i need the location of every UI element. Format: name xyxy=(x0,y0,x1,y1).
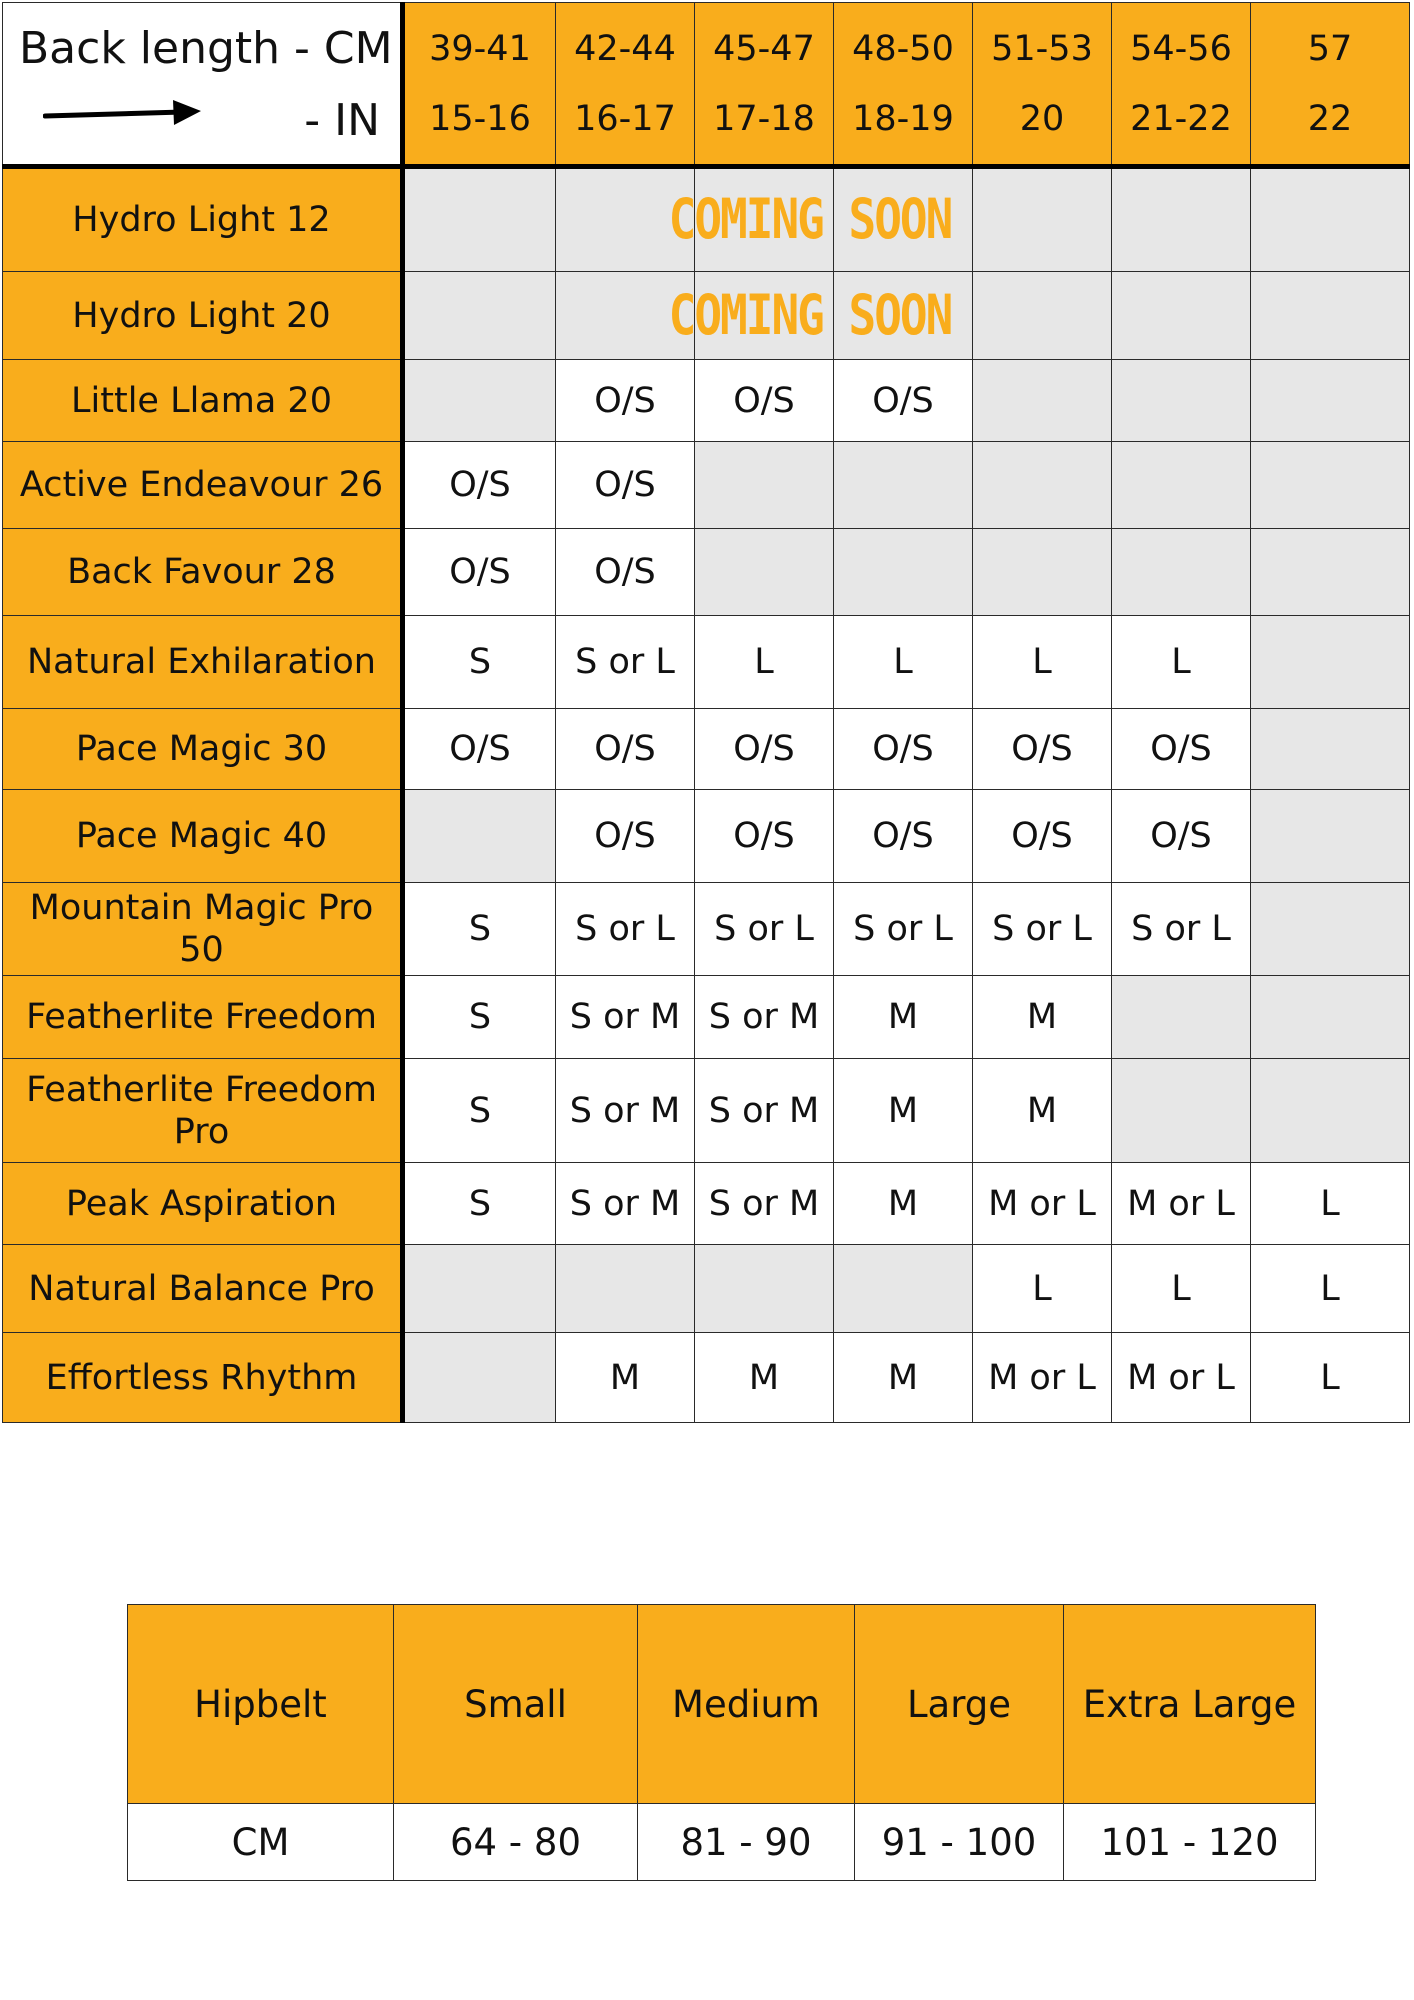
size-cell xyxy=(973,272,1112,360)
column-header-4 xyxy=(973,3,1112,167)
product-name-text: Hydro Light 12 xyxy=(72,200,331,240)
size-cell xyxy=(403,1333,556,1423)
product-name-text: Mountain Magic Pro 50 xyxy=(29,888,374,970)
column-cm: 57 xyxy=(1307,28,1353,69)
size-cell: O/S xyxy=(403,442,556,529)
size-cell: M or L xyxy=(1112,1333,1251,1423)
column-header-5 xyxy=(1112,3,1251,167)
table-row xyxy=(3,709,1410,790)
hipbelt-header-row xyxy=(128,1605,1316,1804)
hipbelt-value-cell: 91 - 100 xyxy=(855,1804,1064,1881)
column-header-0 xyxy=(403,3,556,167)
size-cell: S xyxy=(403,883,556,976)
size-cell xyxy=(1112,167,1251,272)
product-name-text: Active Endeavour 26 xyxy=(19,465,384,505)
size-cell: S or M xyxy=(556,1163,695,1245)
size-cell: O/S xyxy=(1112,709,1251,790)
size-cell: M xyxy=(834,1059,973,1163)
product-name-text: Hydro Light 20 xyxy=(72,295,331,336)
size-cell xyxy=(834,442,973,529)
size-cell: S or M xyxy=(695,1059,834,1163)
size-cell: O/S xyxy=(834,360,973,442)
size-cell: L xyxy=(973,1245,1112,1333)
size-cell xyxy=(973,442,1112,529)
size-cell: M xyxy=(973,1059,1112,1163)
size-cell xyxy=(1251,272,1410,360)
size-cell xyxy=(1251,709,1410,790)
column-in: 20 xyxy=(1019,98,1065,139)
size-cell: O/S xyxy=(403,529,556,616)
size-cell: S or L xyxy=(834,883,973,976)
product-name-text: Featherlite Freedom Pro xyxy=(26,1069,377,1152)
table-row xyxy=(3,790,1410,883)
column-cm: 48-50 xyxy=(852,28,954,69)
table-row xyxy=(3,529,1410,616)
hipbelt-header-cell: Extra Large xyxy=(1064,1605,1316,1804)
column-in: 15-16 xyxy=(429,98,531,139)
table-row xyxy=(3,616,1410,709)
coming-soon-label: COMING SOON xyxy=(668,281,952,347)
product-name xyxy=(3,1333,403,1423)
column-in: 18-19 xyxy=(852,98,954,139)
size-cell: S or L xyxy=(1112,883,1251,976)
product-name-text: Featherlite Freedom xyxy=(26,997,377,1037)
column-in: 21-22 xyxy=(1130,98,1232,139)
size-cell xyxy=(403,790,556,883)
corner-title: Back length - CM xyxy=(19,23,393,74)
back-length-size-table xyxy=(2,2,1410,1423)
product-name-text: Back Favour 28 xyxy=(67,552,336,592)
size-cell xyxy=(403,167,556,272)
product-name-text: Natural Balance Pro xyxy=(28,1268,375,1309)
coming-soon-label: COMING SOON xyxy=(668,186,952,252)
column-cm: 45-47 xyxy=(713,28,815,69)
size-cell xyxy=(834,529,973,616)
size-cell xyxy=(1112,1059,1251,1163)
product-name xyxy=(3,1245,403,1333)
size-cell: L xyxy=(973,616,1112,709)
column-in: 17-18 xyxy=(713,98,815,139)
size-cell: S or M xyxy=(556,976,695,1059)
size-cell xyxy=(1112,272,1251,360)
product-name xyxy=(3,883,403,976)
size-cell xyxy=(1251,790,1410,883)
column-header-6 xyxy=(1251,3,1410,167)
size-cell xyxy=(668,167,952,272)
hipbelt-value-cell: 64 - 80 xyxy=(394,1804,638,1881)
hipbelt-header-cell: Hipbelt xyxy=(128,1605,394,1804)
size-cell: S or M xyxy=(695,1163,834,1245)
product-name xyxy=(3,790,403,883)
column-cm: 51-53 xyxy=(991,28,1093,69)
size-cell: M xyxy=(556,1333,695,1423)
table-row xyxy=(3,1059,1410,1163)
table-row xyxy=(3,272,1410,360)
column-in: 22 xyxy=(1307,98,1353,139)
size-cell: S or M xyxy=(556,1059,695,1163)
hipbelt-header-cell: Large xyxy=(855,1605,1064,1804)
size-cell xyxy=(1251,1059,1410,1163)
size-cell: O/S xyxy=(556,790,695,883)
table-row xyxy=(3,976,1410,1059)
size-cell xyxy=(1251,616,1410,709)
table-row xyxy=(3,167,1410,272)
header-row xyxy=(3,3,1410,167)
hipbelt-value-cell: 81 - 90 xyxy=(638,1804,855,1881)
size-cell: M xyxy=(695,1333,834,1423)
hipbelt-value-cell: CM xyxy=(128,1804,394,1881)
hipbelt-values-row xyxy=(128,1804,1316,1881)
table-row xyxy=(3,1333,1410,1423)
product-name xyxy=(3,1163,403,1245)
column-cm: 39-41 xyxy=(429,28,531,69)
size-cell xyxy=(403,272,556,360)
product-name xyxy=(3,709,403,790)
hipbelt-header-cell: Small xyxy=(394,1605,638,1804)
size-cell: O/S xyxy=(403,709,556,790)
table-row xyxy=(3,1245,1410,1333)
hipbelt-value-cell: 101 - 120 xyxy=(1064,1804,1316,1881)
size-cell xyxy=(695,1245,834,1333)
product-name-text: Peak Aspiration xyxy=(65,1183,338,1224)
size-cell: L xyxy=(1112,616,1251,709)
product-name-text: Pace Magic 40 xyxy=(75,816,328,856)
hipbelt-header-cell: Medium xyxy=(638,1605,855,1804)
product-name xyxy=(3,529,403,616)
column-header-3 xyxy=(834,3,973,167)
size-cell: O/S xyxy=(695,790,834,883)
size-cell: S or L xyxy=(556,616,695,709)
size-cell: O/S xyxy=(556,360,695,442)
product-name xyxy=(3,976,403,1059)
size-cell xyxy=(973,529,1112,616)
product-name xyxy=(3,272,403,360)
size-cell: S xyxy=(403,616,556,709)
size-cell: M or L xyxy=(973,1163,1112,1245)
size-cell: O/S xyxy=(556,442,695,529)
size-cell xyxy=(973,167,1112,272)
size-cell xyxy=(1251,529,1410,616)
product-name xyxy=(3,616,403,709)
size-cell: L xyxy=(1251,1163,1410,1245)
size-cell xyxy=(695,529,834,616)
size-cell: L xyxy=(834,616,973,709)
size-cell: M xyxy=(834,976,973,1059)
size-cell: S or L xyxy=(973,883,1112,976)
size-cell xyxy=(834,1245,973,1333)
hipbelt-size-table xyxy=(127,1604,1316,1881)
product-name xyxy=(3,167,403,272)
product-name-text: Effortless Rhythm xyxy=(45,1357,358,1398)
column-header-1 xyxy=(556,3,695,167)
size-cell xyxy=(668,272,952,360)
size-cell xyxy=(973,360,1112,442)
size-cell xyxy=(695,442,834,529)
size-cell: O/S xyxy=(556,709,695,790)
size-cell: M xyxy=(973,976,1112,1059)
size-cell: L xyxy=(1251,1333,1410,1423)
size-cell: M or L xyxy=(973,1333,1112,1423)
size-cell: L xyxy=(1251,1245,1410,1333)
size-cell: M xyxy=(834,1163,973,1245)
column-in: 16-17 xyxy=(574,98,676,139)
size-cell: O/S xyxy=(834,709,973,790)
size-cell: M xyxy=(834,1333,973,1423)
corner-subtitle: - IN xyxy=(304,95,380,146)
corner-header xyxy=(3,3,403,167)
size-cell: L xyxy=(1112,1245,1251,1333)
product-name xyxy=(3,1059,403,1163)
size-cell: O/S xyxy=(973,790,1112,883)
size-cell: L xyxy=(695,616,834,709)
table-row xyxy=(3,883,1410,976)
size-cell: O/S xyxy=(1112,790,1251,883)
table-row xyxy=(3,1163,1410,1245)
size-cell: S or L xyxy=(695,883,834,976)
product-name xyxy=(3,442,403,529)
size-cell: O/S xyxy=(834,790,973,883)
size-cell: M or L xyxy=(1112,1163,1251,1245)
size-cell: O/S xyxy=(556,529,695,616)
column-header-2 xyxy=(695,3,834,167)
size-cell xyxy=(1112,442,1251,529)
size-cell xyxy=(1251,442,1410,529)
product-name-text: Pace Magic 30 xyxy=(75,729,328,769)
size-cell: S or L xyxy=(556,883,695,976)
column-cm: 42-44 xyxy=(574,28,676,69)
table-row xyxy=(3,360,1410,442)
size-cell: S or M xyxy=(695,976,834,1059)
product-name xyxy=(3,360,403,442)
product-name-text: Little Llama 20 xyxy=(71,380,332,421)
column-cm: 54-56 xyxy=(1130,28,1232,69)
size-cell xyxy=(1251,883,1410,976)
right-arrow-icon xyxy=(43,99,203,127)
size-cell: S xyxy=(403,1059,556,1163)
size-cell: O/S xyxy=(695,360,834,442)
size-cell xyxy=(1251,360,1410,442)
size-cell: O/S xyxy=(973,709,1112,790)
size-cell xyxy=(1251,976,1410,1059)
product-name-text: Natural Exhilaration xyxy=(26,642,376,682)
size-cell xyxy=(1112,529,1251,616)
size-cell xyxy=(403,360,556,442)
size-cell: O/S xyxy=(695,709,834,790)
size-cell xyxy=(1112,976,1251,1059)
table-row xyxy=(3,442,1410,529)
size-cell xyxy=(1251,167,1410,272)
size-cell xyxy=(403,1245,556,1333)
size-cell xyxy=(1112,360,1251,442)
size-cell xyxy=(556,1245,695,1333)
size-cell: S xyxy=(403,976,556,1059)
size-cell: S xyxy=(403,1163,556,1245)
